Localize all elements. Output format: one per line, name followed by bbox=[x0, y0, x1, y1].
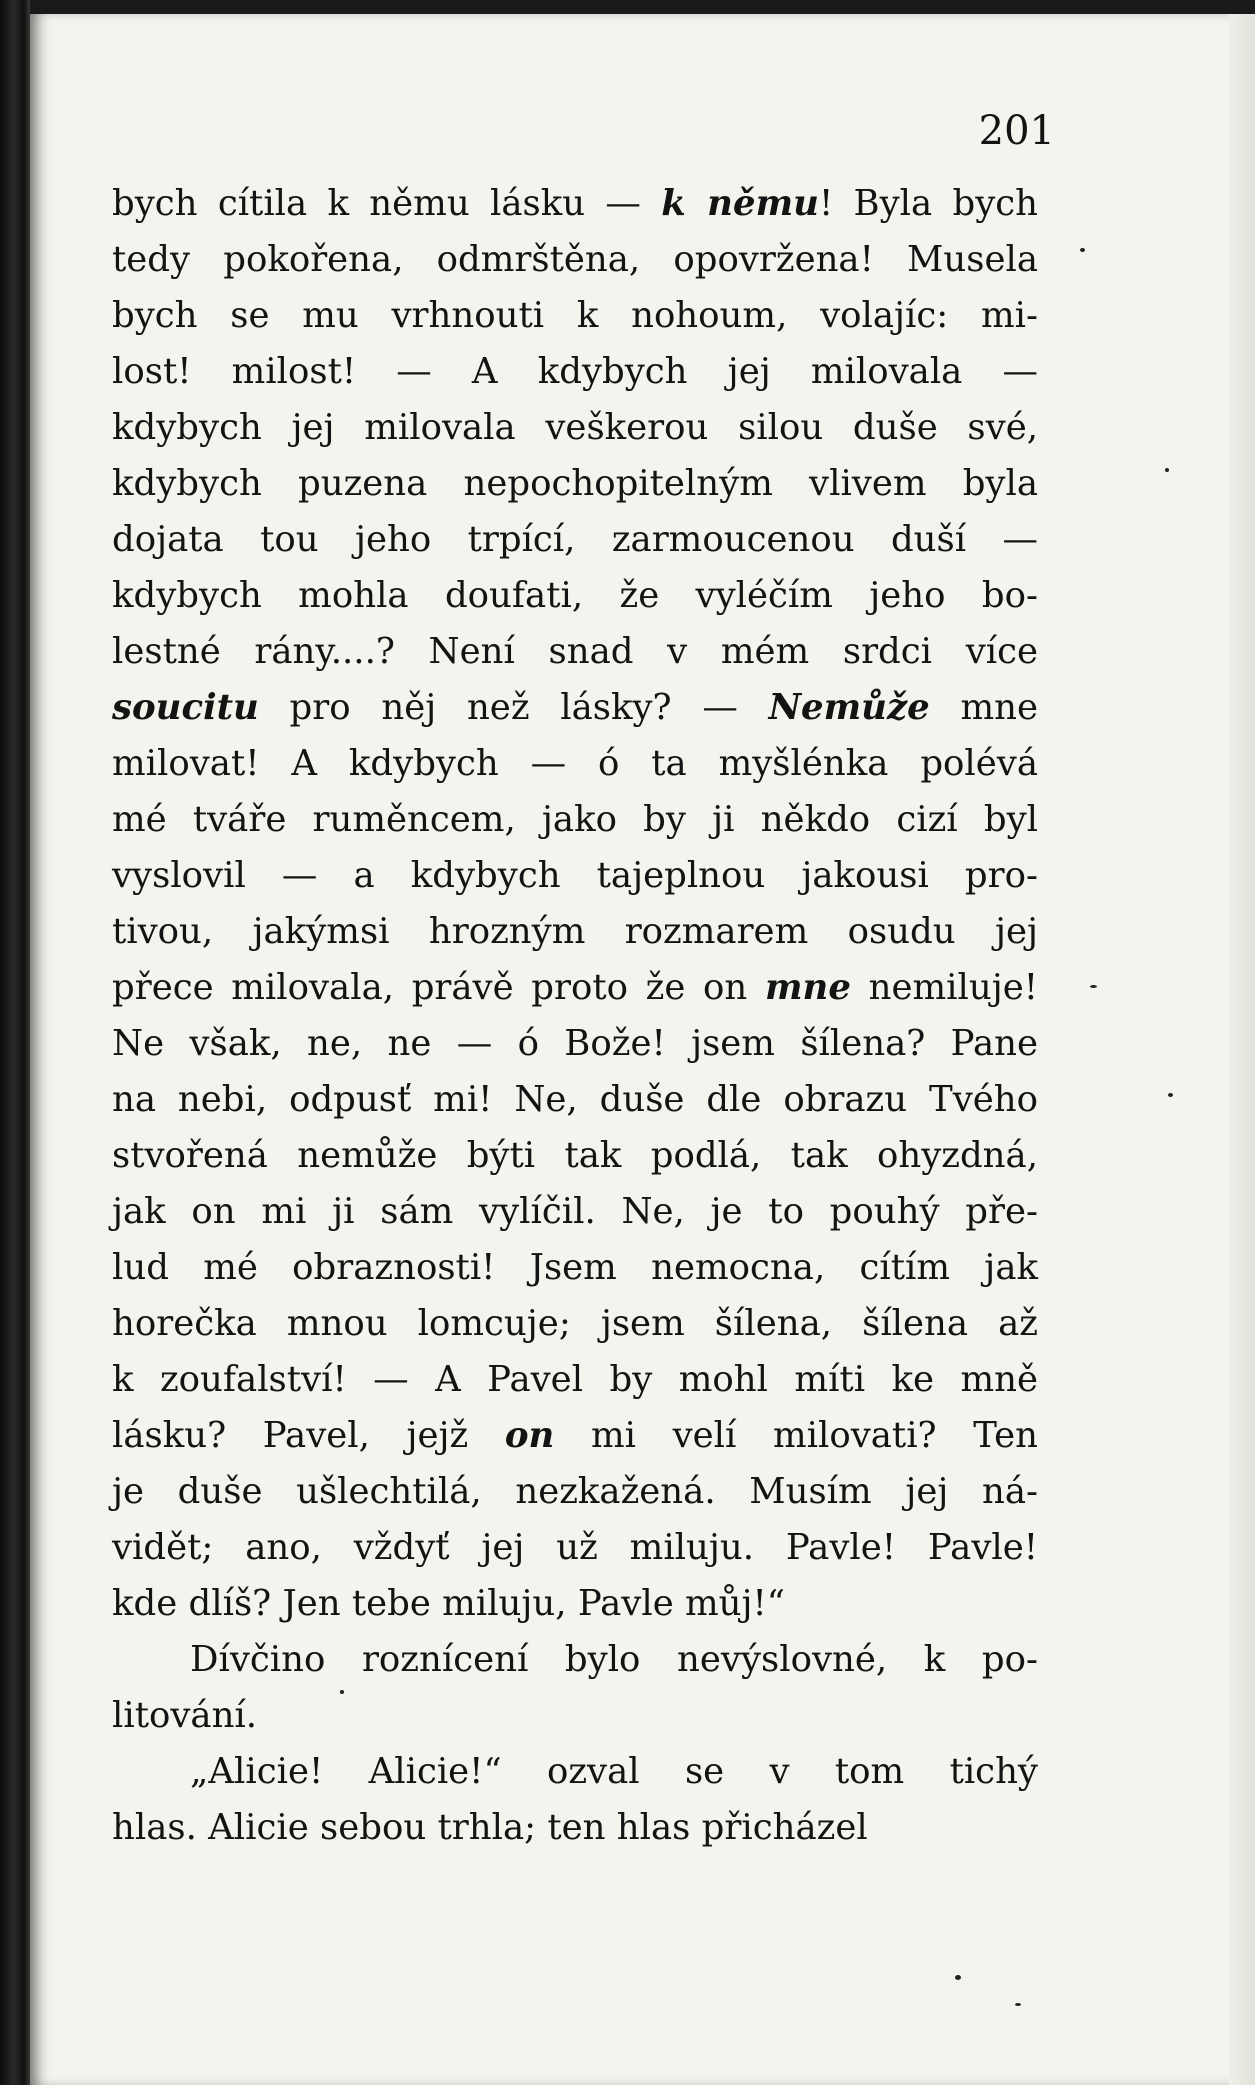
text-line bbox=[112, 288, 1038, 344]
text-line bbox=[112, 680, 1038, 736]
text-run: dojata tou jeho trpící, zarmoucenou duší — bbox=[112, 519, 1038, 560]
text-run: Dívčino roznícení bylo nevýslovné, k po- bbox=[190, 1639, 1038, 1680]
text-line bbox=[112, 1576, 1038, 1632]
text-run: mé tváře ruměncem, jako by ji někdo cizí byl bbox=[112, 799, 1038, 840]
binding-edge bbox=[0, 0, 30, 2085]
text-line bbox=[112, 1464, 1038, 1520]
text-run: horečka mnou lomcuje; jsem šílena, šílena až bbox=[112, 1303, 1038, 1344]
text-line bbox=[112, 400, 1038, 456]
italic-text: k němu bbox=[661, 183, 819, 224]
text-run: lestné rány....? Není snad v mém srdci více bbox=[112, 631, 1038, 672]
text-line bbox=[112, 1688, 1038, 1744]
text-run: jak on mi ji sám vylíčil. Ne, je to pouhý pře- bbox=[112, 1191, 1038, 1232]
text-run: vyslovil — a kdybych tajeplnou jakousi pro- bbox=[112, 855, 1038, 896]
text-run: mne bbox=[929, 687, 1038, 728]
text-line bbox=[112, 1632, 1038, 1688]
text-line bbox=[112, 176, 1038, 232]
ink-speck bbox=[1080, 248, 1085, 252]
text-run: „Alicie! Alicie!“ ozval se v tom tichý bbox=[190, 1751, 1038, 1792]
ink-speck bbox=[955, 1975, 961, 1980]
italic-text: mne bbox=[764, 967, 851, 1008]
text-line bbox=[112, 848, 1038, 904]
page-number: 201 bbox=[978, 108, 1055, 154]
text-line bbox=[112, 960, 1038, 1016]
text-run: mi velí milovati? Ten bbox=[554, 1415, 1038, 1456]
italic-text: soucitu bbox=[112, 687, 259, 728]
text-line bbox=[112, 1520, 1038, 1576]
italic-text: on bbox=[504, 1415, 555, 1456]
text-run: tedy pokořena, odmrštěna, opovržena! Musela bbox=[112, 239, 1038, 280]
page-fore-edge bbox=[1229, 14, 1255, 2085]
text-line bbox=[112, 1408, 1038, 1464]
text-run: hlas. Alicie sebou trhla; ten hlas přicházel bbox=[112, 1807, 868, 1848]
text-line bbox=[112, 1352, 1038, 1408]
text-line bbox=[112, 736, 1038, 792]
text-run: přece milovala, právě proto že on bbox=[112, 967, 765, 1008]
text-line bbox=[112, 1128, 1038, 1184]
text-line bbox=[112, 1296, 1038, 1352]
ink-speck bbox=[1168, 1093, 1173, 1097]
text-run: stvořená nemůže býti tak podlá, tak ohyzdná, bbox=[112, 1135, 1038, 1176]
text-run: na nebi, odpusť mi! Ne, duše dle obrazu Tvého bbox=[112, 1079, 1038, 1120]
text-line bbox=[112, 232, 1038, 288]
text-line bbox=[112, 1240, 1038, 1296]
body-text bbox=[112, 176, 1038, 1856]
text-run: lud mé obraznosti! Jsem nemocna, cítím jak bbox=[112, 1247, 1038, 1288]
text-run: je duše ušlechtilá, nezkažená. Musím jej ná- bbox=[112, 1471, 1038, 1512]
text-run: kdybych mohla doufati, že vyléčím jeho bo- bbox=[112, 575, 1038, 616]
text-run: pro něj než lásky? — bbox=[258, 687, 769, 728]
text-line bbox=[112, 904, 1038, 960]
text-run: nemiluje! bbox=[850, 967, 1038, 1008]
text-run: kdybych puzena nepochopitelným vlivem byla bbox=[112, 463, 1038, 504]
text-run: lost! milost! — A kdybych jej milovala — bbox=[112, 351, 1038, 392]
text-run: lásku? Pavel, jejž bbox=[112, 1415, 505, 1456]
text-run: litování. bbox=[112, 1695, 258, 1736]
ink-speck bbox=[1090, 985, 1097, 988]
text-line bbox=[112, 1016, 1038, 1072]
text-line bbox=[112, 1744, 1038, 1800]
text-line bbox=[112, 568, 1038, 624]
text-run: ! Byla bych bbox=[818, 183, 1038, 224]
text-line bbox=[112, 1184, 1038, 1240]
ink-speck bbox=[1165, 468, 1169, 472]
text-run: tivou, jakýmsi hrozným rozmarem osudu jej bbox=[112, 911, 1038, 952]
italic-text: Nemůže bbox=[768, 687, 930, 728]
text-run: vidět; ano, vždyť jej už miluju. Pavle! Pavle! bbox=[112, 1527, 1038, 1568]
text-run: bych cítila k němu lásku — bbox=[112, 183, 662, 224]
text-run: milovat! A kdybych — ó ta myšlénka polévá bbox=[112, 743, 1038, 784]
ink-speck bbox=[340, 1690, 344, 1694]
text-run: k zoufalství! — A Pavel by mohl míti ke mně bbox=[112, 1359, 1038, 1400]
text-run: bych se mu vrhnouti k nohoum, volajíc: mi- bbox=[112, 295, 1038, 336]
text-line bbox=[112, 624, 1038, 680]
text-run: Ne však, ne, ne — ó Bože! jsem šílena? Pane bbox=[112, 1023, 1038, 1064]
text-line bbox=[112, 1072, 1038, 1128]
text-line bbox=[112, 1800, 1038, 1856]
text-line bbox=[112, 344, 1038, 400]
text-run: kde dlíš? Jen tebe miluju, Pavle můj!“ bbox=[112, 1583, 785, 1624]
ink-speck bbox=[1015, 2003, 1021, 2006]
text-line bbox=[112, 456, 1038, 512]
text-line bbox=[112, 792, 1038, 848]
text-line bbox=[112, 512, 1038, 568]
text-run: kdybych jej milovala veškerou silou duše své, bbox=[112, 407, 1038, 448]
